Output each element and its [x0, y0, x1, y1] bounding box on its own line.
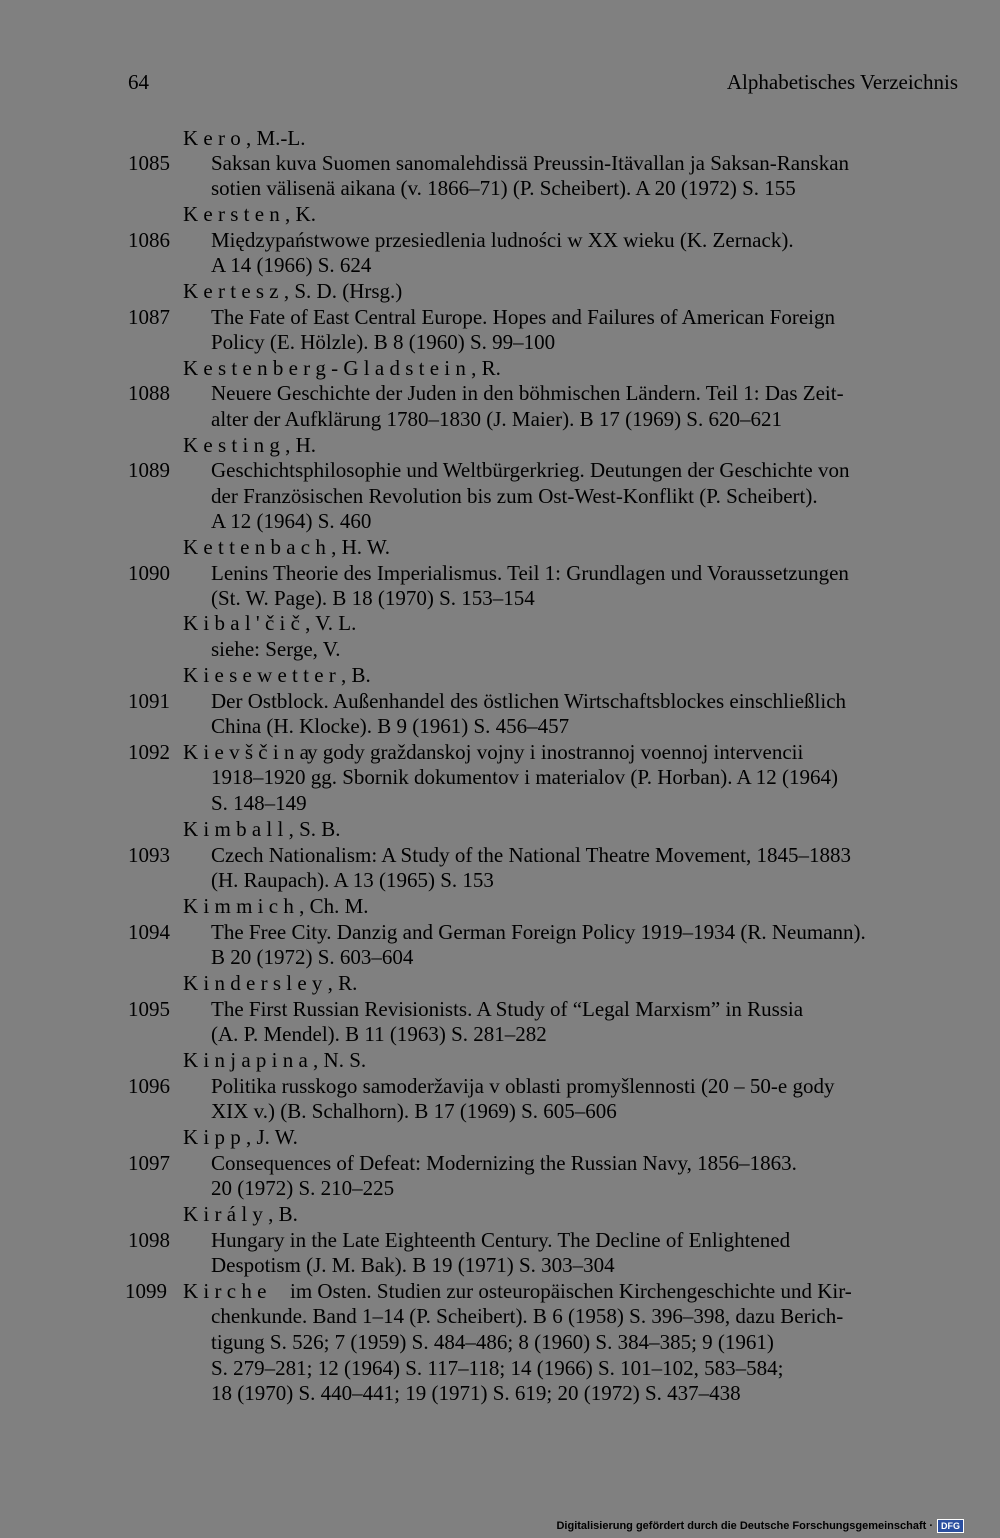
entry-text: The Free City. Danzig and German Foreign Policy 1919–1934 (R. Neumann).	[211, 920, 866, 944]
entry-text: 20 (1972) S. 210–225	[211, 1176, 395, 1200]
entry-text: siehe: Serge, V.	[211, 637, 341, 661]
entry-text: (St. W. Page). B 18 (1970) S. 153–154	[211, 586, 535, 610]
entry-author: K i m m i c h , Ch. M.	[183, 894, 369, 918]
entry-number: 1095	[128, 997, 170, 1021]
entry-text: China (H. Klocke). B 9 (1961) S. 456–457	[211, 714, 570, 738]
entry-text: Lenins Theorie des Imperialismus. Teil 1: Grundlagen und Voraussetzungen	[211, 561, 849, 585]
entry-text: Politika russkogo samoderžavija v oblasti promyšlennosti (20 – 50-e gody	[211, 1074, 835, 1098]
entry-text: Międzypaństwowe przesiedlenia ludności w XX wieku (K. Zernack).	[211, 228, 794, 252]
entry-number: 1096	[128, 1074, 170, 1098]
entry-number: 1098	[128, 1228, 170, 1252]
entry-author: K i m b a l l , S. B.	[183, 817, 341, 841]
entry-text: Czech Nationalism: A Study of the National Theatre Movement, 1845–1883	[211, 843, 851, 867]
entry-author: K e s t i n g , H.	[183, 433, 316, 457]
entry-text: A 14 (1966) S. 624	[211, 253, 372, 277]
entry-author: K e s t e n b e r g - G l a d s t e i n , R.	[183, 356, 501, 380]
entry-number: 1094	[128, 920, 170, 944]
entry-text: Policy (E. Hölzle). B 8 (1960) S. 99–100	[211, 330, 556, 354]
entry-text: Despotism (J. M. Bak). B 19 (1971) S. 303–304	[211, 1253, 615, 1277]
dfg-logo: DFG	[937, 1519, 964, 1533]
entry-author: K i n d e r s l e y , R.	[183, 971, 358, 995]
entry-text: The First Russian Revisionists. A Study of “Legal Marxism” in Russia	[211, 997, 804, 1021]
entry-text: Neuere Geschichte der Juden in den böhmischen Ländern. Teil 1: Das Zeit-	[211, 381, 844, 405]
entry-text: 18 (1970) S. 440–441; 19 (1971) S. 619; 20 (1972) S. 437–438	[211, 1381, 741, 1405]
entry-author: K i p p , J. W.	[183, 1125, 298, 1149]
entry-author: K i e v š č i n a	[183, 740, 309, 764]
entry-text: (A. P. Mendel). B 11 (1963) S. 281–282	[211, 1022, 547, 1046]
entry-number: 1099	[125, 1279, 167, 1303]
entry-text: im Osten. Studien zur osteuropäischen Kirchengeschichte und Kir-	[290, 1279, 852, 1303]
entry-author: K e r s t e n , K.	[183, 202, 316, 226]
entry-number: 1092	[128, 740, 170, 764]
running-header: Alphabetisches Verzeichnis	[726, 70, 958, 94]
entry-text: S. 279–281; 12 (1964) S. 117–118; 14 (1966) S. 101–102, 583–584;	[211, 1356, 784, 1380]
entry-author: K e t t e n b a c h , H. W.	[183, 535, 391, 559]
entry-number: 1090	[128, 561, 170, 585]
entry-author: K i b a l ' č i č , V. L.	[183, 611, 357, 635]
entry-text: tigung S. 526; 7 (1959) S. 484–486; 8 (1960) S. 384–385; 9 (1961)	[211, 1330, 774, 1354]
entry-number: 1085	[128, 151, 170, 175]
entry-author: K i r c h e	[183, 1279, 267, 1303]
entry-text: 1918–1920 gg. Sbornik dokumentov i materialov (P. Horban). A 12 (1964)	[211, 765, 839, 789]
entry-text: alter der Aufklärung 1780–1830 (J. Maier). B 17 (1969) S. 620–621	[211, 407, 782, 431]
entry-text: Saksan kuva Suomen sanomalehdissä Preussin-Itävallan ja Saksan-Ranskan	[211, 151, 850, 175]
entry-text: XIX v.) (B. Schalhorn). B 17 (1969) S. 605–606	[211, 1099, 617, 1123]
entry-text: (H. Raupach). A 13 (1965) S. 153	[211, 868, 494, 892]
entry-number: 1087	[128, 305, 170, 329]
entry-number: 1097	[128, 1151, 170, 1175]
entry-text: chenkunde. Band 1–14 (P. Scheibert). B 6 (1958) S. 396–398, dazu Berich-	[211, 1304, 844, 1328]
entry-number: 1091	[128, 689, 170, 713]
entry-text: S. 148–149	[211, 791, 307, 815]
entry-number: 1089	[128, 458, 170, 482]
entry-text: The Fate of East Central Europe. Hopes and Failures of American Foreign	[211, 305, 835, 329]
page-number: 64	[128, 70, 149, 94]
entry-text: B 20 (1972) S. 603–604	[211, 945, 414, 969]
entry-author: K i e s e w e t t e r , B.	[183, 663, 371, 687]
entry-number: 1088	[128, 381, 170, 405]
entry-text: Der Ostblock. Außenhandel des östlichen Wirtschaftsblockes einschließlich	[211, 689, 847, 713]
entry-text: A 12 (1964) S. 460	[211, 509, 372, 533]
entry-text: sotien välisenä aikana (v. 1866–71) (P. Scheibert). A 20 (1972) S. 155	[211, 176, 796, 200]
entry-text: Consequences of Defeat: Modernizing the Russian Navy, 1856–1863.	[211, 1151, 797, 1175]
entry-text: der Französischen Revolution bis zum Ost-West-Konflikt (P. Scheibert).	[211, 484, 818, 508]
entry-author: K i r á l y , B.	[183, 1202, 298, 1226]
entry-author: K e r t e s z , S. D. (Hrsg.)	[183, 279, 403, 303]
entry-number: 1086	[128, 228, 170, 252]
digitization-footer	[556, 1519, 964, 1533]
entry-text: Geschichtsphilosophie und Weltbürgerkrieg. Deutungen der Geschichte von	[211, 458, 850, 482]
footer-text: Digitalisierung gefördert durch die Deutsche Forschungsgemeinschaft ·	[556, 1520, 933, 1532]
entry-author: K i n j a p i n a , N. S.	[183, 1048, 367, 1072]
entry-text: Hungary in the Late Eighteenth Century. The Decline of Enlightened	[211, 1228, 791, 1252]
entry-number: 1093	[128, 843, 170, 867]
entry-author: K e r o , M.-L.	[183, 126, 306, 150]
entry-text: y gody graždanskoj vojny i inostrannoj voennoj intervencii	[307, 740, 804, 764]
